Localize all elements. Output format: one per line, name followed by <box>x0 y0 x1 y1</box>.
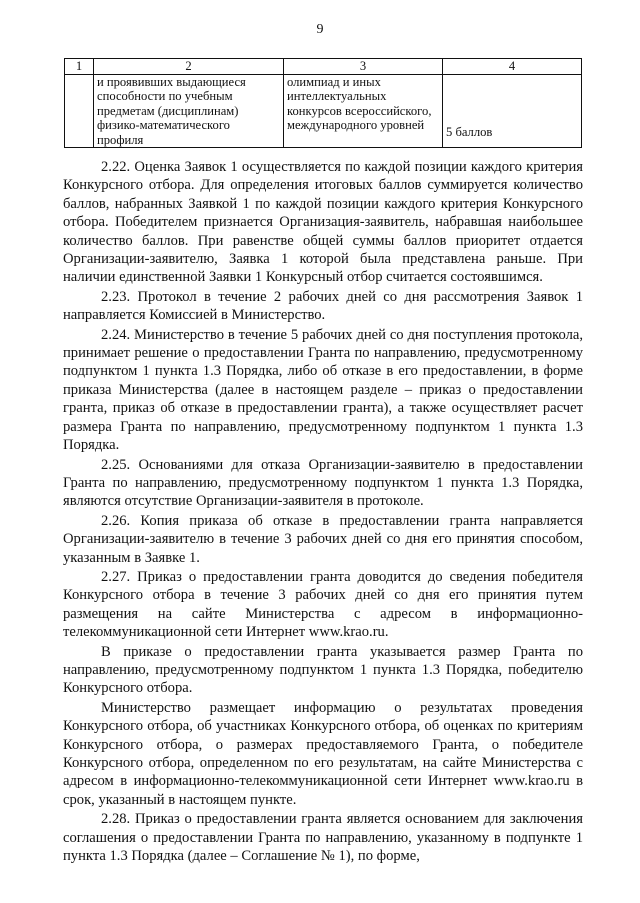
cell-line: профиля <box>97 132 144 147</box>
document-body <box>63 158 583 865</box>
cell-line: предметам (дисциплинам) <box>97 103 239 118</box>
criteria-table <box>64 58 582 148</box>
table-cell <box>284 74 443 148</box>
table-header-cell: 4 <box>443 59 582 75</box>
paragraph-2-27: 2.27. Приказ о предоставлении гранта доводится до сведения победителя Конкурсного отбора в течение 3 рабочих дней со дня его принятия путем размещения на сайте Министерства с адресом в информационно-телекоммуникационной сети Интернет www.krao.ru. <box>63 568 583 641</box>
table-header-cell: 1 <box>65 59 94 75</box>
paragraph-grant-amount: В приказе о предоставлении гранта указывается размер Гранта по направлению, предусмотренному подпунктом 1 пункта 1.3 Порядка, победителю Конкурсного отбора. <box>63 643 583 697</box>
cell-line: способности по учебным <box>97 89 233 103</box>
table-row <box>65 74 582 148</box>
cell-line: конкурсов всероссийского, <box>287 103 432 118</box>
paragraph-results-info: Министерство размещает информацию о результатах проведения Конкурсного отбора, об участниках Конкурсного отбора, об оценках по критериям Конкурсного отбора, о размерах предоставляемого Гранта, о победителе Конкурсного отбора, определенном по его результатам, на сайте Министерства с адресом в информационно-телекоммуникационной сети Интернет www.krao.ru в срок, указанный в настоящем пункте. <box>63 699 583 808</box>
cell-line: международного уровней <box>287 118 425 132</box>
paragraph-2-22: 2.22. Оценка Заявок 1 осуществляется по каждой позиции каждого критерия Конкурсного отбора. Для определения итоговых баллов суммируется количество баллов, набранных Заявкой 1 по каждой позиции каждого критерия Конкурсного отбора. Победителем признается Организация-заявитель, набравшая наибольшее количество баллов. При равенстве общей суммы баллов приоритет отдается Организации-заявителю, Заявка 1 которой была представлена раньше. При наличии единственной Заявки 1 Конкурсный отбор считается состоявшимся. <box>63 159 583 286</box>
cell-line: олимпиад и иных <box>287 74 381 89</box>
cell-line: физико-математического <box>97 118 230 132</box>
table-cell <box>65 74 94 148</box>
paragraph-2-24: 2.24. Министерство в течение 5 рабочих дней со дня поступления протокола, принимает решение о предоставлении Гранта по направлению, предусмотренному подпунктом 1 пункта 1.3 Порядка, либо об отказе в его предоставлении, в форме приказа Министерства (далее в настоящем разделе – приказ о предоставлении гранта, приказ об отказе в предоставлении гранта), а также осуществляет расчет размера Гранта по направлению, предусмотренному подпунктом 1 пункта 1.3 Порядка. <box>63 326 583 454</box>
paragraph-2-28: 2.28. Приказ о предоставлении гранта является основанием для заключения соглашения о предоставлении Гранта по направлению, указанному в подпункте 1 пункта 1.3 Порядка (далее – Соглашение № 1), по форме, <box>63 811 583 865</box>
table-header-cell: 2 <box>94 59 284 75</box>
table-cell <box>94 74 284 148</box>
table-cell-score: 5 баллов <box>443 74 582 148</box>
paragraph-2-25: 2.25. Основаниями для отказа Организации-заявителю в предоставлении Гранта по направлению, предусмотренному подпунктом 1 пункта 1.3 Порядка, являются отсутствие Организации-заявителя в протоколе. <box>63 456 583 510</box>
paragraph-2-26: 2.26. Копия приказа об отказе в предоставлении гранта направляется Организации-заявителю в течение 3 рабочих дней со дня его принятия способом, указанным в Заявке 1. <box>63 512 583 566</box>
cell-line: и проявивших выдающиеся <box>97 74 246 89</box>
page-number: 9 <box>316 22 324 37</box>
paragraph-2-23: 2.23. Протокол в течение 2 рабочих дней со дня рассмотрения Заявок 1 направляется Комиссией в Министерство. <box>63 288 583 324</box>
table-header-row <box>65 59 582 75</box>
table-header-cell: 3 <box>284 59 443 75</box>
cell-line: интеллектуальных <box>287 89 387 103</box>
